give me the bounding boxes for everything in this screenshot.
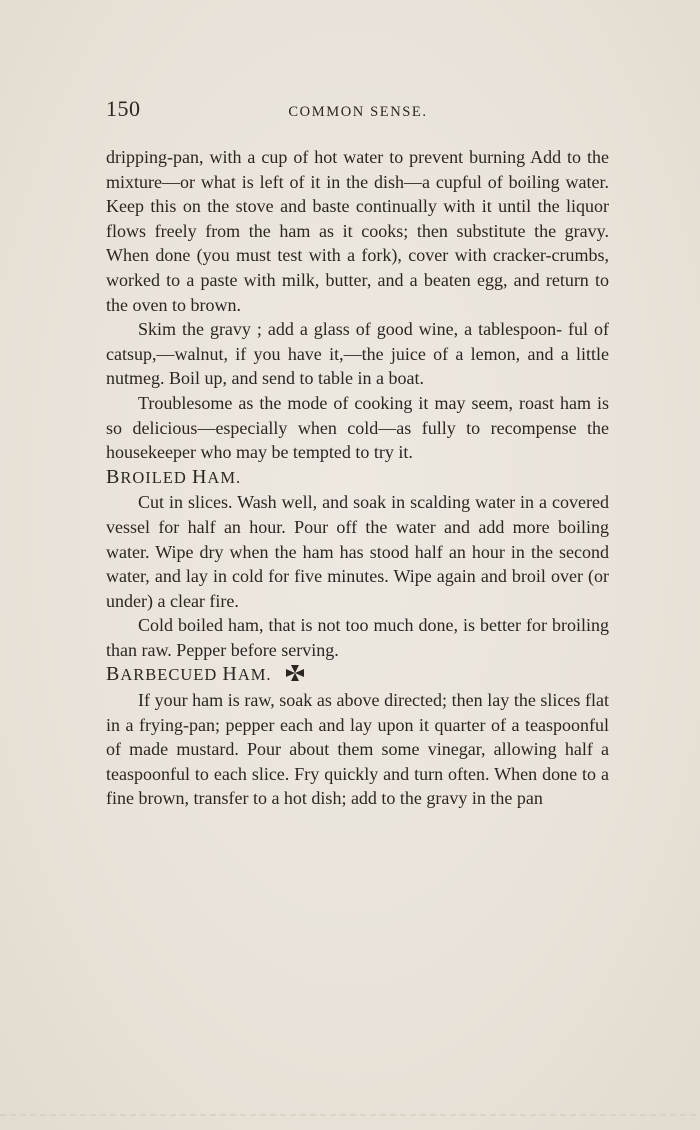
page-header	[106, 96, 610, 128]
section-heading-broiled-ham: BROILED HAM.	[106, 465, 242, 488]
running-head: COMMON SENSE.	[288, 104, 428, 120]
maltese-cross-icon	[285, 664, 305, 682]
paragraph-gravy: Skim the gravy ; add a glass of good wine, a tablespoon- ful of catsup,—walnut, if you have it,—the juice of a lemon, and a little nutmeg. Boil up, and send to table in a boat.	[106, 319, 609, 389]
section-heading-barbecued-ham: BARBECUED HAM.	[106, 662, 609, 688]
paragraph-broiled-ham-method: Cut in slices. Wash well, and soak in scalding water in a covered vessel for half an hour. Pour off the water and add more boiling water. Wipe dry when the ham has stood half an hour in the second water, and lay in cold for five minutes. Wipe again and broil over (or under) a clear fire.	[106, 492, 609, 611]
paragraph-barbecued-ham-method: If your ham is raw, soak as above directed; then lay the slices flat in a frying-pan; pepper each and lay upon it quarter of a teaspoonful of made mustard. Pour about them some vinegar, allowing half a teaspoonful to each slice. Fry quickly and turn often. When done to a fine brown, transfer to a hot dish; add to the gravy in the pan	[106, 690, 609, 809]
page-text	[106, 145, 609, 811]
page-number: 150	[106, 96, 141, 121]
paragraph-roast-ham-method: dripping-pan, with a cup of hot water to prevent burning Add to the mixture—or what is left of it in the dish—a cupful of boiling water. Keep this on the stove and baste continually with it until the liquor flows freely from the ham as it cooks; then substitute the gravy. When done (you must test with a fork), cover with cracker-crumbs, worked to a paste with milk, butter, and a beaten egg, and return to the oven to brown.	[106, 147, 609, 315]
page-edge-deckle	[0, 1114, 700, 1116]
paragraph-roast-ham-note: Troublesome as the mode of cooking it may seem, roast ham is so delicious—especially when cold—as fully to recompense the housekeeper who may be tempted to try it.	[106, 392, 609, 463]
paragraph-broiled-ham-note: Cold boiled ham, that is not too much done, is better for broiling than raw. Pepper before serving.	[106, 615, 609, 660]
